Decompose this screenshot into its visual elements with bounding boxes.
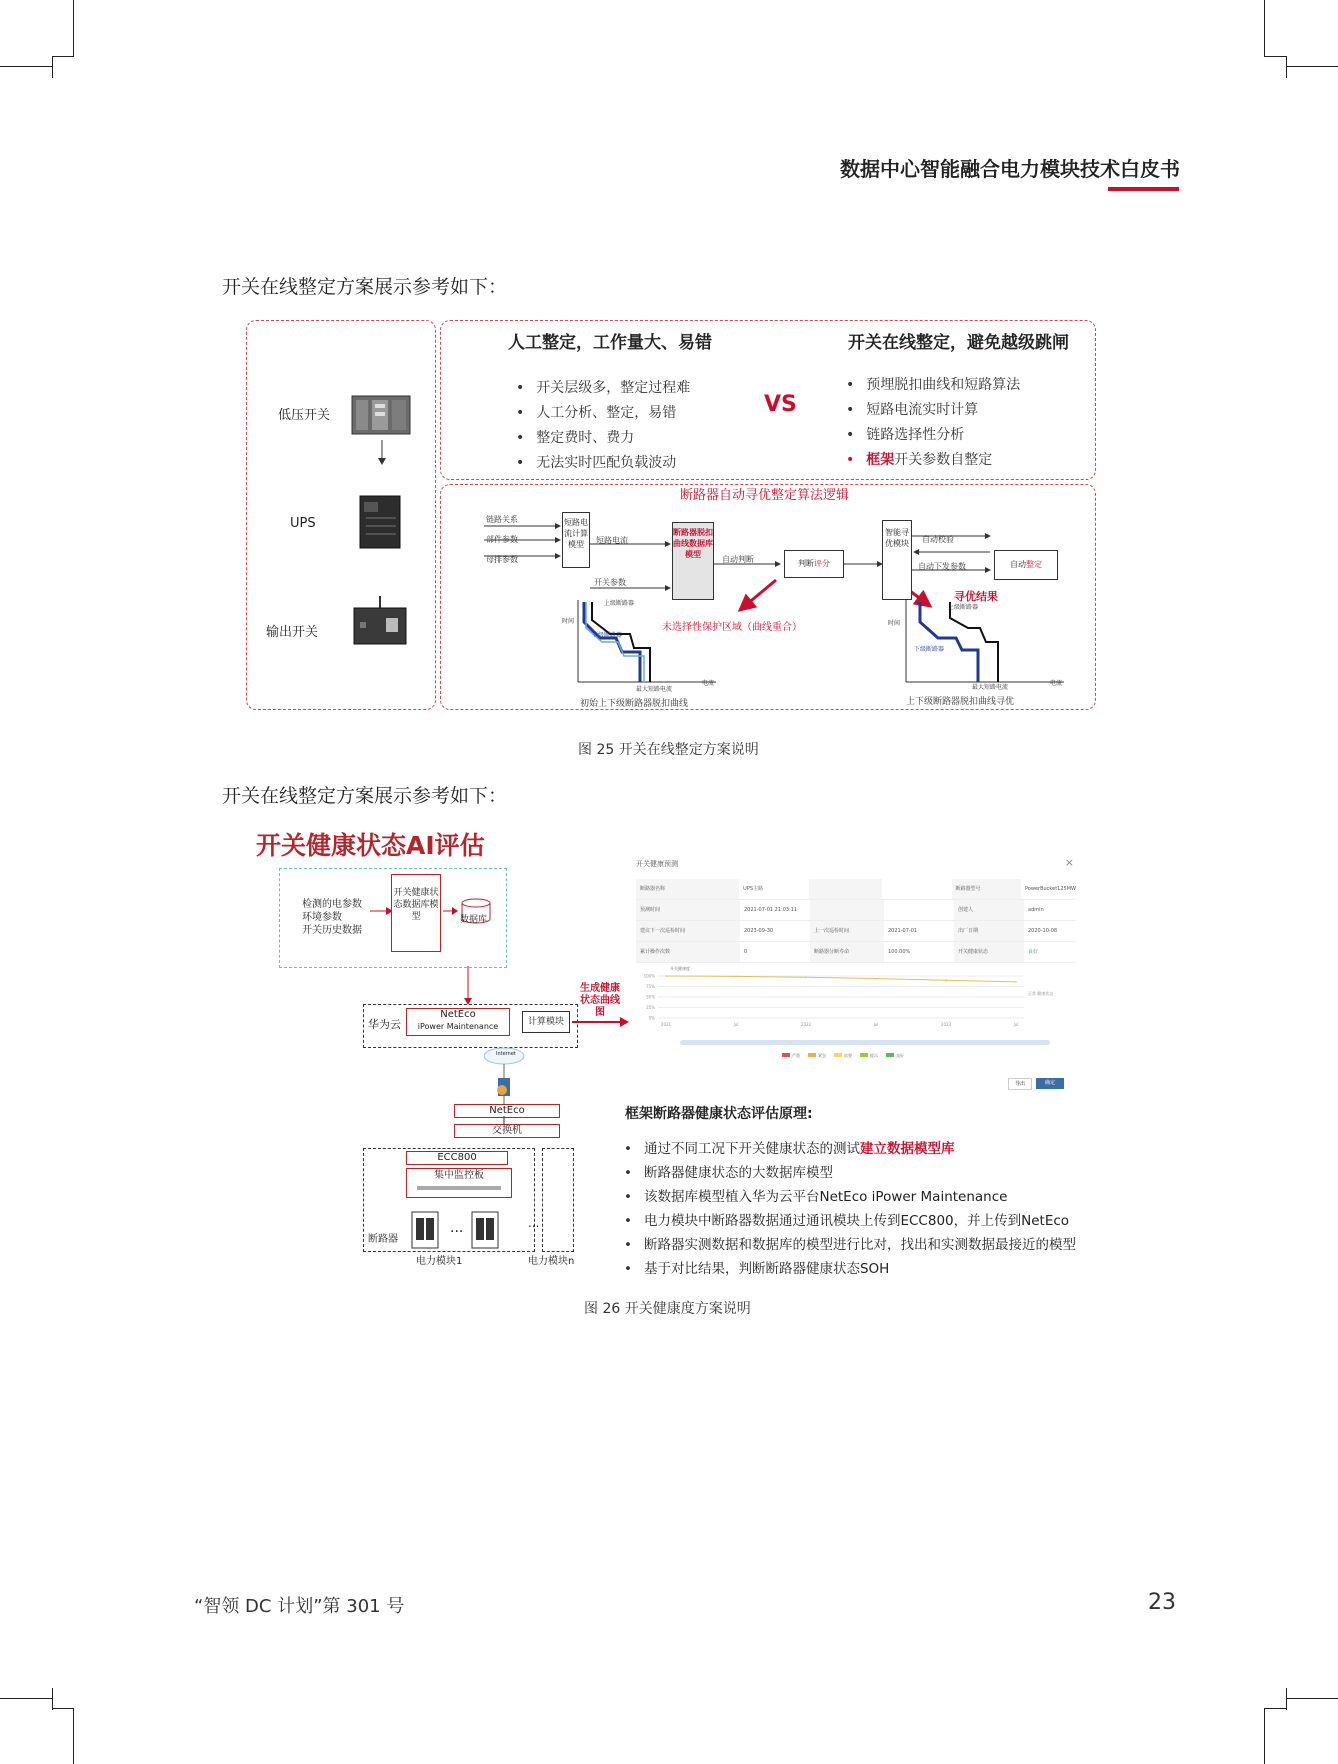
calc-module-box: 计算模块 [522, 1011, 570, 1033]
section-intro: 开关在线整定方案展示参考如下： [222, 276, 508, 298]
short-current-label: 短路电流 [596, 536, 628, 545]
breaker-db-box: 断路器脱扣曲线数据库模型 [672, 522, 714, 600]
y-tick-label: 50% [646, 994, 655, 1000]
info-table [636, 879, 1076, 963]
crop-mark [1286, 1698, 1338, 1699]
ellipsis: ... [450, 1220, 464, 1236]
principle-bullet: • 通过不同工况下开关健康状态的测试建立数据模型库 [624, 1141, 955, 1157]
optimized-trip-curve-chart [898, 598, 1068, 688]
legend-swatch [782, 1053, 790, 1057]
device-panel [246, 320, 436, 710]
series-line [666, 976, 1016, 982]
max-current-label: 最大短路电流 [972, 684, 1009, 691]
judge-box: 判断评分 [784, 550, 844, 578]
data-point [945, 979, 947, 981]
crop-mark [1286, 56, 1287, 78]
legend-swatch [834, 1053, 842, 1057]
output-switch-icon [350, 596, 410, 648]
principle-bullet: • 该数据库模型植入华为云平台NetEco iPower Maintenance [624, 1189, 1008, 1205]
data-point [665, 975, 667, 977]
y-tick-label: 100% [643, 973, 655, 979]
vs-label: VS [764, 392, 797, 417]
info-row: 累计操作次数 0 断路器分断寿命 100.00% 开关健康状态 良好 [636, 942, 1076, 963]
crop-mark [0, 66, 52, 67]
monitor-board-box: 集中监控板 [406, 1168, 512, 1198]
legend-item[interactable] [782, 1053, 800, 1059]
y-tick-label: 0% [648, 1015, 655, 1021]
legend-label: 严重 [792, 1053, 800, 1058]
legend-swatch [886, 1053, 894, 1057]
x-tick-label: Jul [733, 1022, 739, 1027]
legend-item[interactable] [834, 1053, 852, 1059]
input-list: 检测的电参数 环境参数 开关历史数据 [302, 899, 362, 936]
chart-end-note: 正常 健康状态 [1028, 991, 1054, 996]
device-label-output-switch: 输出开关 [266, 625, 319, 640]
auto-judge-label: 自动判断 [722, 555, 754, 564]
upper-breaker-label: 上级断路器 [604, 600, 635, 607]
db-model-box: 开关健康状态数据库模型 [391, 874, 441, 952]
info-row: 断路器名称 UPS主路 断路器型号 PowerBucket125MW [636, 879, 1076, 900]
lv-switch-cabinet-icon [350, 392, 412, 438]
legend-label: 紧急 [818, 1053, 826, 1058]
crop-mark [52, 56, 74, 57]
auto-issue-label: 自动下发参数 [918, 562, 966, 571]
online-heading: 开关在线整定，避免越级跳闸 [848, 333, 1069, 353]
x-tick-label: 2021 [660, 1022, 672, 1027]
dialog-close-icon[interactable]: × [1064, 856, 1074, 869]
online-bullet: • 短路电流实时计算 [846, 402, 979, 418]
online-bullet: • 链路选择性分析 [846, 427, 965, 443]
principle-bullet: • 电力模块中断路器数据通过通讯模块上传到ECC800，并上传到NetEco [624, 1213, 1070, 1229]
manual-heading: 人工整定，工作量大、易错 [508, 333, 712, 353]
crop-mark [1286, 66, 1338, 67]
power-module-n-box [542, 1148, 574, 1252]
switch-box: 交换机 [454, 1124, 560, 1138]
info-row: 建议下一次巡检时间 2023-09-30 上一次巡检时间 2021-07-01 出厂日期 2020-10-08 [636, 921, 1076, 942]
principle-bullet: • 断路器健康状态的大数据库模型 [624, 1165, 833, 1181]
footer-series: “智领 DC 计划”第 301 号 [194, 1596, 405, 1617]
title-underline [1108, 187, 1179, 191]
calc-model-box: 短路电流计算模型 [562, 512, 590, 568]
no-selectivity-label: 未选择性保护区域（曲线重合） [662, 622, 802, 633]
legend-item[interactable] [808, 1053, 826, 1059]
power-module-1-label: 电力模块1 [416, 1256, 463, 1267]
database-label: 数据库 [460, 915, 488, 925]
chart-label: 开关健康度 [670, 966, 690, 971]
principle-bullet: • 基于对比结果，判断断路器健康状态SOH [624, 1261, 890, 1277]
page-number: 23 [1148, 1590, 1176, 1615]
breaker-label: 断路器 [368, 1234, 398, 1245]
x-tick-label: 2023 [940, 1022, 952, 1027]
principle-title: 框架断路器健康状态评估原理: [625, 1106, 813, 1122]
health-chart [634, 972, 1078, 1032]
arrow-right-icon [443, 906, 459, 916]
ecc800-box: ECC800 [406, 1151, 508, 1165]
ellipsis: ... [528, 1216, 540, 1230]
online-bullet: • 预埋脱扣曲线和短路算法 [846, 377, 1021, 393]
max-current-label: 最大短路电流 [636, 686, 673, 693]
confirm-button[interactable]: 确定 [1036, 1078, 1064, 1089]
figure-26-caption: 图 26 开关健康度方案说明 [584, 1301, 751, 1317]
device-label-ups: UPS [290, 516, 316, 531]
data-point [1015, 981, 1017, 983]
current-axis-label: 电流 [702, 680, 715, 687]
doc-title: 数据中心智能融合电力模块技术白皮书 [840, 157, 1180, 181]
optimize-result-label: 寻优结果 [954, 590, 998, 603]
netco-ipower-box: NetEco iPower Maintenance [406, 1008, 510, 1036]
legend-label: 良好 [896, 1053, 904, 1058]
manual-bullet: • 整定费时、费力 [516, 430, 635, 446]
chart-legend [782, 1053, 904, 1059]
health-prediction-dialog [632, 857, 1080, 1093]
crop-mark [52, 1688, 53, 1710]
internet-label: Internet [496, 1051, 516, 1057]
lower-breaker-label: 下级断路器 [592, 632, 623, 639]
device-label-lv-switch: 低压开关 [278, 408, 331, 423]
algorithm-title: 断路器自动寻优整定算法逻辑 [680, 488, 850, 503]
legend-label: 次要 [844, 1053, 852, 1058]
y-tick-label: 25% [646, 1005, 655, 1010]
optimized-curve-caption: 上下级断路器脱扣曲线寻优 [906, 697, 1015, 707]
export-button[interactable]: 导出 [1008, 1078, 1032, 1090]
legend-swatch [808, 1053, 816, 1057]
arrow-down-icon [462, 966, 474, 1006]
manual-bullet: • 无法实时匹配负载波动 [516, 455, 677, 471]
generate-curve-label: 生成健康状态曲线图 [580, 983, 620, 1018]
auto-set-box: 自动整定 [994, 550, 1058, 580]
upper-breaker-label: 上级断路器 [948, 604, 979, 611]
current-axis-label: 电流 [1050, 680, 1063, 687]
crop-mark [1264, 1708, 1286, 1709]
crop-mark [1264, 56, 1286, 57]
chart-scroll-slider[interactable] [680, 1040, 1050, 1045]
y-tick-label: 75% [646, 984, 655, 989]
section-intro: 开关在线整定方案展示参考如下： [222, 785, 508, 807]
legend-swatch [860, 1053, 868, 1057]
connector-line [502, 1116, 506, 1124]
data-point [805, 976, 807, 978]
dialog-title: 开关健康预测 [636, 860, 678, 868]
crop-mark [52, 1708, 74, 1709]
crop-mark [1264, 1708, 1265, 1764]
crop-mark [1264, 0, 1265, 56]
crop-mark [0, 1698, 52, 1699]
crop-mark [1286, 1688, 1287, 1710]
initial-trip-curve-chart [570, 598, 720, 688]
cloud-label: 华为云 [368, 1018, 401, 1031]
switch-params-label: 开关参数 [594, 578, 626, 587]
x-tick-label: Jul [873, 1022, 879, 1027]
legend-item[interactable] [886, 1053, 904, 1059]
optimize-module-box: 智能寻优模块 [882, 520, 912, 600]
time-axis-label: 时间 [562, 618, 575, 625]
principle-bullet: • 断路器实测数据和数据库的模型进行比对，找出和实测数据最接近的模型 [624, 1237, 1076, 1253]
breaker-cabinets-icon [410, 1210, 526, 1250]
crop-mark [73, 1708, 74, 1764]
figure-25-caption: 图 25 开关在线整定方案说明 [578, 742, 759, 758]
auto-verify-label: 自动校验 [922, 535, 954, 544]
power-module-n-label: 电力模块n [528, 1256, 575, 1267]
lower-breaker-label: 下级断路器 [914, 646, 945, 653]
initial-curve-caption: 初始上下级断路器脱扣曲线 [580, 699, 689, 709]
data-point [875, 978, 877, 980]
crop-mark [52, 56, 53, 78]
ups-cabinet-icon [356, 494, 404, 550]
info-row: 预测时间 2021-07-01 21:03:11 创建人 admin [636, 900, 1076, 921]
figure-26-title: 开关健康状态AI评估 [256, 831, 485, 860]
input-label: 母排参数 [486, 555, 518, 564]
data-point [735, 976, 737, 978]
x-tick-label: 2022 [800, 1022, 812, 1027]
input-label: 链路关系 [486, 515, 518, 524]
x-tick-label: Jul [1013, 1022, 1019, 1027]
manual-bullet: • 开关层级多，整定过程难 [516, 380, 691, 396]
legend-label: 提示 [870, 1053, 878, 1058]
netco-box: NetEco [454, 1104, 560, 1118]
time-axis-label: 时间 [888, 620, 901, 627]
arrow-down-icon [376, 440, 388, 466]
legend-item[interactable] [860, 1053, 878, 1059]
online-bullet: • 框架开关参数自整定 [846, 452, 993, 468]
crop-mark [73, 0, 74, 56]
manual-bullet: • 人工分析、整定，易错 [516, 405, 677, 421]
arrow-right-icon [572, 1016, 630, 1028]
input-label: 部件参数 [486, 535, 518, 544]
